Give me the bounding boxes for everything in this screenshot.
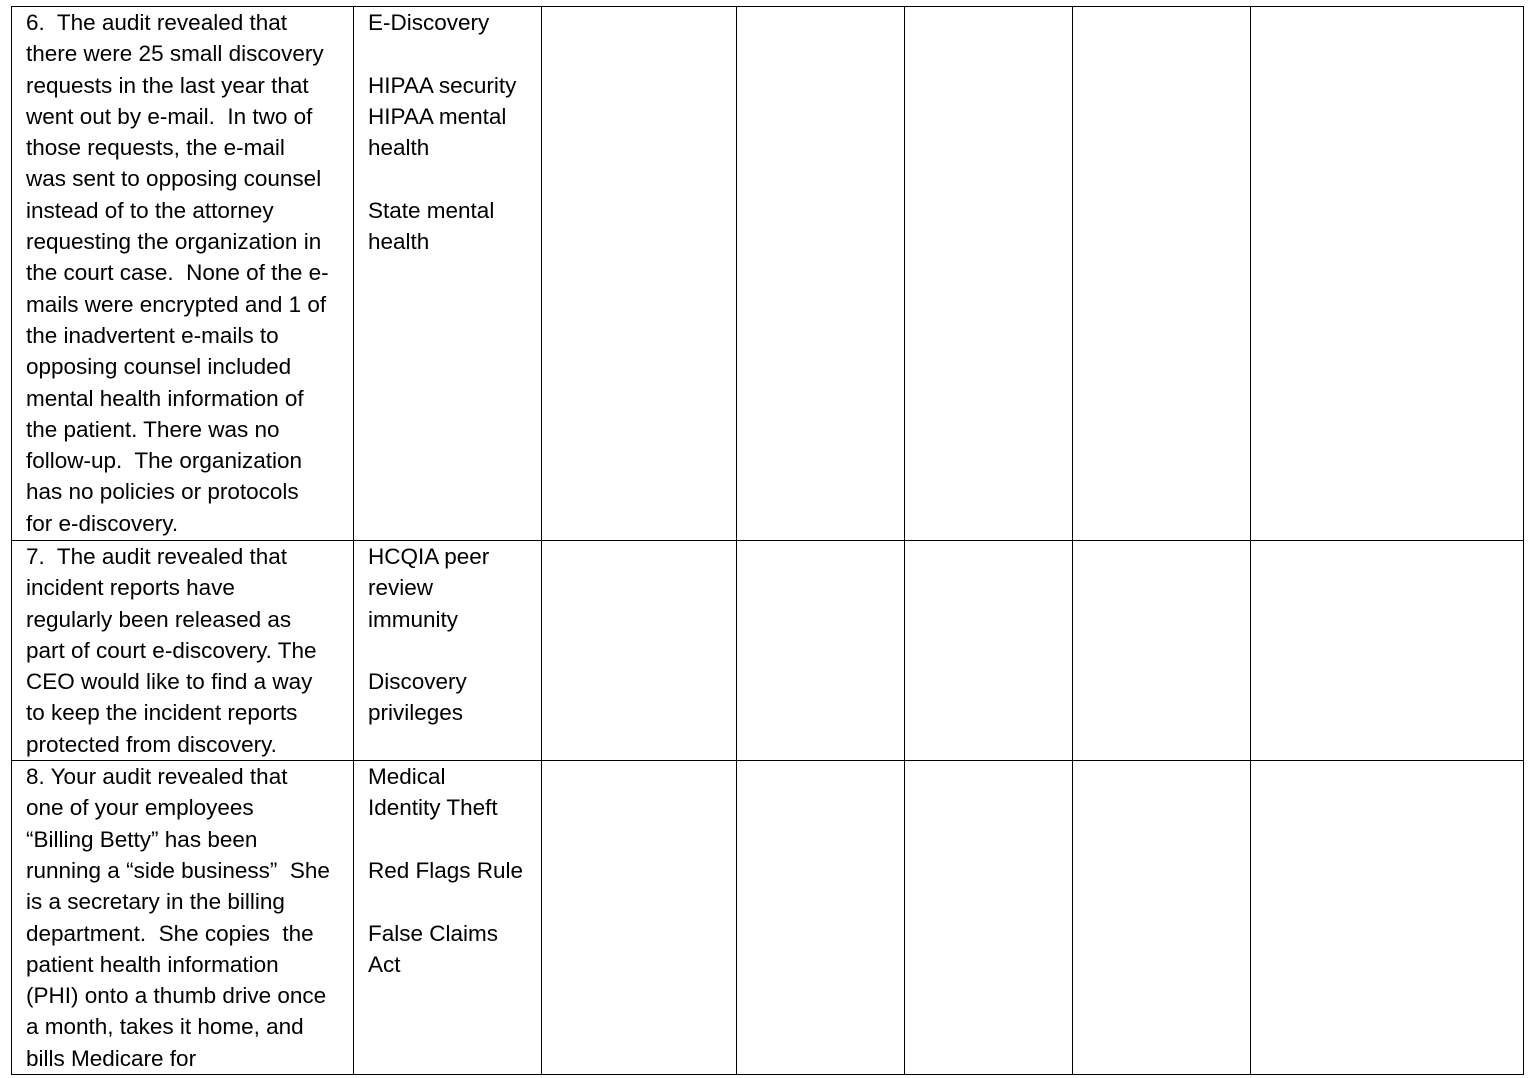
empty-cell [1251, 761, 1524, 1075]
text-line: E-Discovery [368, 10, 490, 35]
text-line: a month, takes it home, and [26, 1014, 304, 1040]
text-line: went out by e-mail. In two of [26, 103, 313, 129]
scenario-cell [12, 7, 354, 541]
text-line: “Billing Betty” has been [26, 826, 258, 852]
text-line: those requests, the e-mail [26, 135, 285, 161]
text-line [368, 163, 541, 194]
empty-cell [1251, 541, 1524, 761]
topics-cell [354, 761, 542, 1075]
empty-cell [542, 761, 737, 1075]
text-line: CEO would like to find a way [26, 669, 313, 695]
empty-cell [1073, 541, 1251, 761]
text-line: running a “side business” She [26, 857, 330, 883]
text-line [368, 38, 541, 69]
text-line: the court case. None of the e- [26, 260, 329, 286]
text-line: requests in the last year that [26, 72, 309, 98]
text-line: 8. Your audit revealed that [26, 764, 288, 790]
text-line: for e-discovery. [26, 510, 179, 536]
empty-cell [905, 7, 1073, 541]
text-line: 7. The audit revealed that [26, 544, 288, 569]
text-line: health [368, 135, 430, 161]
text-line: State mental [368, 197, 495, 223]
text-line: one of your employees [26, 795, 254, 821]
audit-table [11, 6, 1524, 1075]
empty-cell [737, 7, 905, 541]
text-line: the inadvertent e-mails to [26, 322, 279, 348]
text-line: mental health information of [26, 385, 304, 411]
text-line [368, 824, 541, 855]
text-line: mails were encrypted and 1 of [26, 291, 327, 317]
text-line: department. She copies the [26, 920, 314, 946]
empty-cell [1251, 7, 1524, 541]
text-line: to keep the incident reports [26, 700, 298, 726]
text-line: the patient. There was no [26, 416, 280, 442]
text-line: is a secretary in the billing [26, 889, 285, 915]
text-line: there were 25 small discovery [26, 41, 324, 67]
text-line: incident reports have [26, 575, 235, 601]
text-line [368, 635, 541, 666]
text-line: was sent to opposing counsel [26, 166, 322, 192]
scenario-cell [12, 541, 354, 761]
empty-cell [1073, 7, 1251, 541]
table-row [12, 541, 1524, 761]
text-line: protected from discovery. [26, 731, 277, 757]
table-row [12, 7, 1524, 541]
empty-cell [905, 761, 1073, 1075]
text-line: 6. The audit revealed that [26, 10, 288, 35]
text-line [368, 886, 541, 917]
empty-cell [542, 7, 737, 541]
text-line: has no policies or protocols [26, 479, 299, 505]
scenario-cell [12, 761, 354, 1075]
text-line: health [368, 229, 430, 255]
text-line: Discovery [368, 669, 467, 695]
text-line: Act [368, 951, 401, 977]
text-line: follow-up. The organization [26, 448, 302, 474]
topics-cell [354, 541, 542, 761]
text-line: HIPAA mental [368, 103, 507, 129]
text-line: review [368, 575, 434, 601]
empty-cell [905, 541, 1073, 761]
text-line: privileges [368, 700, 464, 726]
empty-cell [737, 761, 905, 1075]
text-line: False Claims [368, 920, 499, 946]
text-line: Medical [368, 764, 446, 790]
text-line: immunity [368, 606, 459, 632]
text-line: regularly been released as [26, 606, 292, 632]
text-line: Red Flags Rule [368, 857, 524, 883]
text-line: HCQIA peer [368, 544, 490, 569]
text-line: part of court e-discovery. The [26, 637, 317, 663]
text-line: patient health information [26, 951, 279, 977]
empty-cell [542, 541, 737, 761]
text-line: bills Medicare for [26, 1045, 197, 1071]
text-line: opposing counsel included [26, 354, 292, 380]
empty-cell [737, 541, 905, 761]
text-line: instead of to the attorney [26, 197, 274, 223]
table-row [12, 761, 1524, 1075]
text-line: (PHI) onto a thumb drive once [26, 983, 327, 1009]
text-line: HIPAA security [368, 72, 517, 98]
empty-cell [1073, 761, 1251, 1075]
text-line: requesting the organization in [26, 229, 322, 255]
topics-cell [354, 7, 542, 541]
text-line: Identity Theft [368, 795, 498, 821]
